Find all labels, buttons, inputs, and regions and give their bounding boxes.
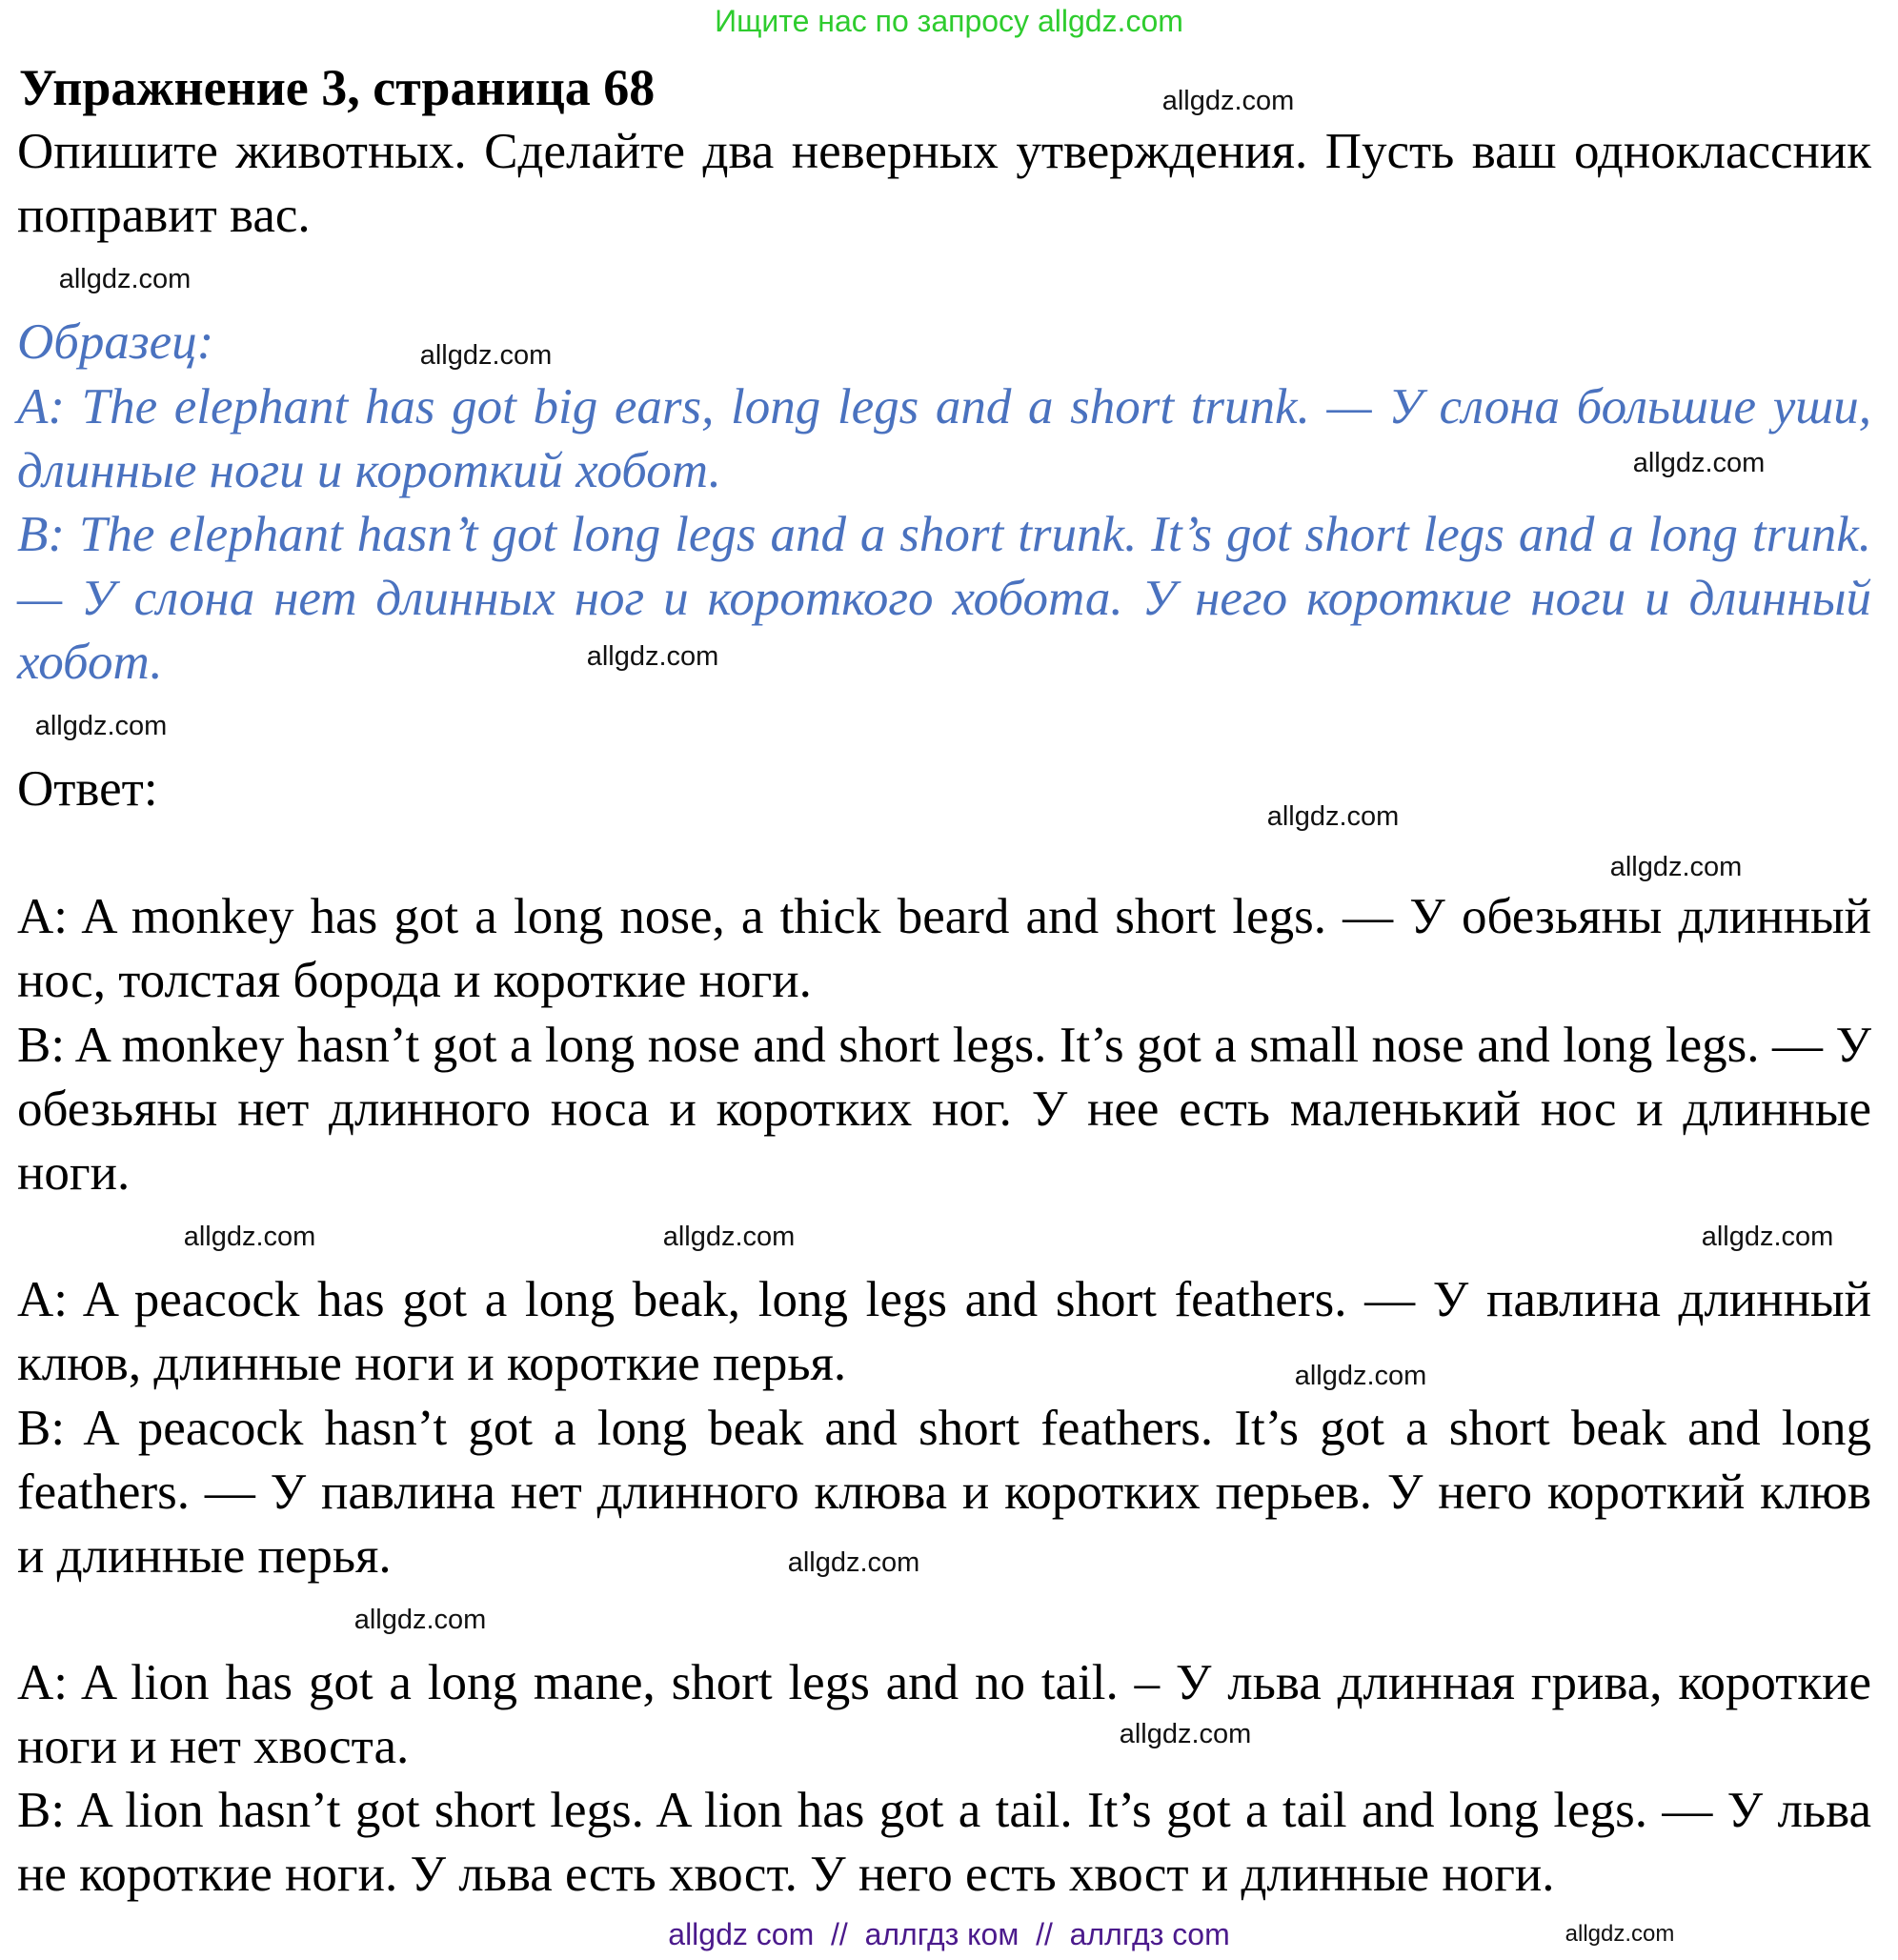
watermark: allgdz.com	[1701, 1222, 1834, 1252]
answer-label: Ответ:	[17, 761, 158, 817]
watermark: allgdz.com	[1565, 1921, 1675, 1947]
watermark: allgdz.com	[662, 1222, 796, 1252]
sample-a: A: The elephant has got big ears, long legs and a short trunk. — У слона большие уши, длинные ноги и короткий хобот.	[17, 379, 1871, 498]
watermark: allgdz.com	[1266, 801, 1400, 832]
peacock-b: B: A peacock hasn’t got a long beak and short feathers. It’s got a short beak and long feathers. — У павлина нет длинного клюва и коротких перьев. У него короткий клюв и длинные перья.	[17, 1401, 1871, 1584]
page-title: Упражнение 3, страница 68	[19, 59, 656, 116]
watermark: allgdz.com	[1119, 1719, 1252, 1749]
lion-a: A: A lion has got a long mane, short legs and no tail. – У льва длинная грива, короткие ноги и нет хвоста.	[17, 1655, 1871, 1774]
sample-label: Образец:	[17, 314, 214, 370]
monkey-b: B: A monkey hasn’t got a long nose and short legs. It’s got a small nose and long legs. — У обезьяны нет длинного носа и коротких ног. У нее есть маленький нос и длинные ноги.	[17, 1018, 1871, 1201]
footer-links[interactable]	[616, 1915, 1282, 1953]
watermark: allgdz.com	[58, 264, 192, 294]
watermark: allgdz.com	[34, 711, 168, 741]
watermark: allgdz.com	[1609, 852, 1743, 882]
watermark: allgdz.com	[353, 1605, 487, 1635]
watermark: allgdz.com	[1632, 448, 1766, 478]
watermark: allgdz.com	[586, 641, 719, 672]
monkey-a: A: A monkey has got a long nose, a thick beard and short legs. — У обезьяны длинный нос, толстая борода и короткие ноги.	[17, 889, 1871, 1008]
watermark: allgdz.com	[1294, 1361, 1427, 1391]
sample-b: B: The elephant hasn’t got long legs and a short trunk. It’s got short legs and a long trunk. — У слона нет длинных ног и короткого хобота. У него короткие ноги и длинный хобот.	[17, 507, 1871, 690]
watermark: allgdz.com	[419, 340, 553, 371]
search-banner[interactable]: Ищите нас по запросу allgdz.com	[715, 4, 1183, 38]
footer-text[interactable]: allgdz com // аллгдз ком // аллгдз com	[668, 1917, 1230, 1951]
instruction-text: Опишите животных. Сделайте два неверных утверждения. Пусть ваш одноклассник поправит вас.	[17, 124, 1871, 243]
watermark: allgdz.com	[183, 1222, 316, 1252]
lion-b: B: A lion hasn’t got short legs. A lion has got a tail. It’s got a tail and long legs. — У льва не короткие ноги. У льва есть хвост. У него есть хвост и длинные ноги.	[17, 1783, 1871, 1902]
peacock-a: A: A peacock has got a long beak, long legs and short feathers. — У павлина длинный клюв, длинные ноги и короткие перья.	[17, 1272, 1871, 1391]
watermark: allgdz.com	[1161, 86, 1295, 116]
watermark: allgdz.com	[787, 1547, 920, 1578]
